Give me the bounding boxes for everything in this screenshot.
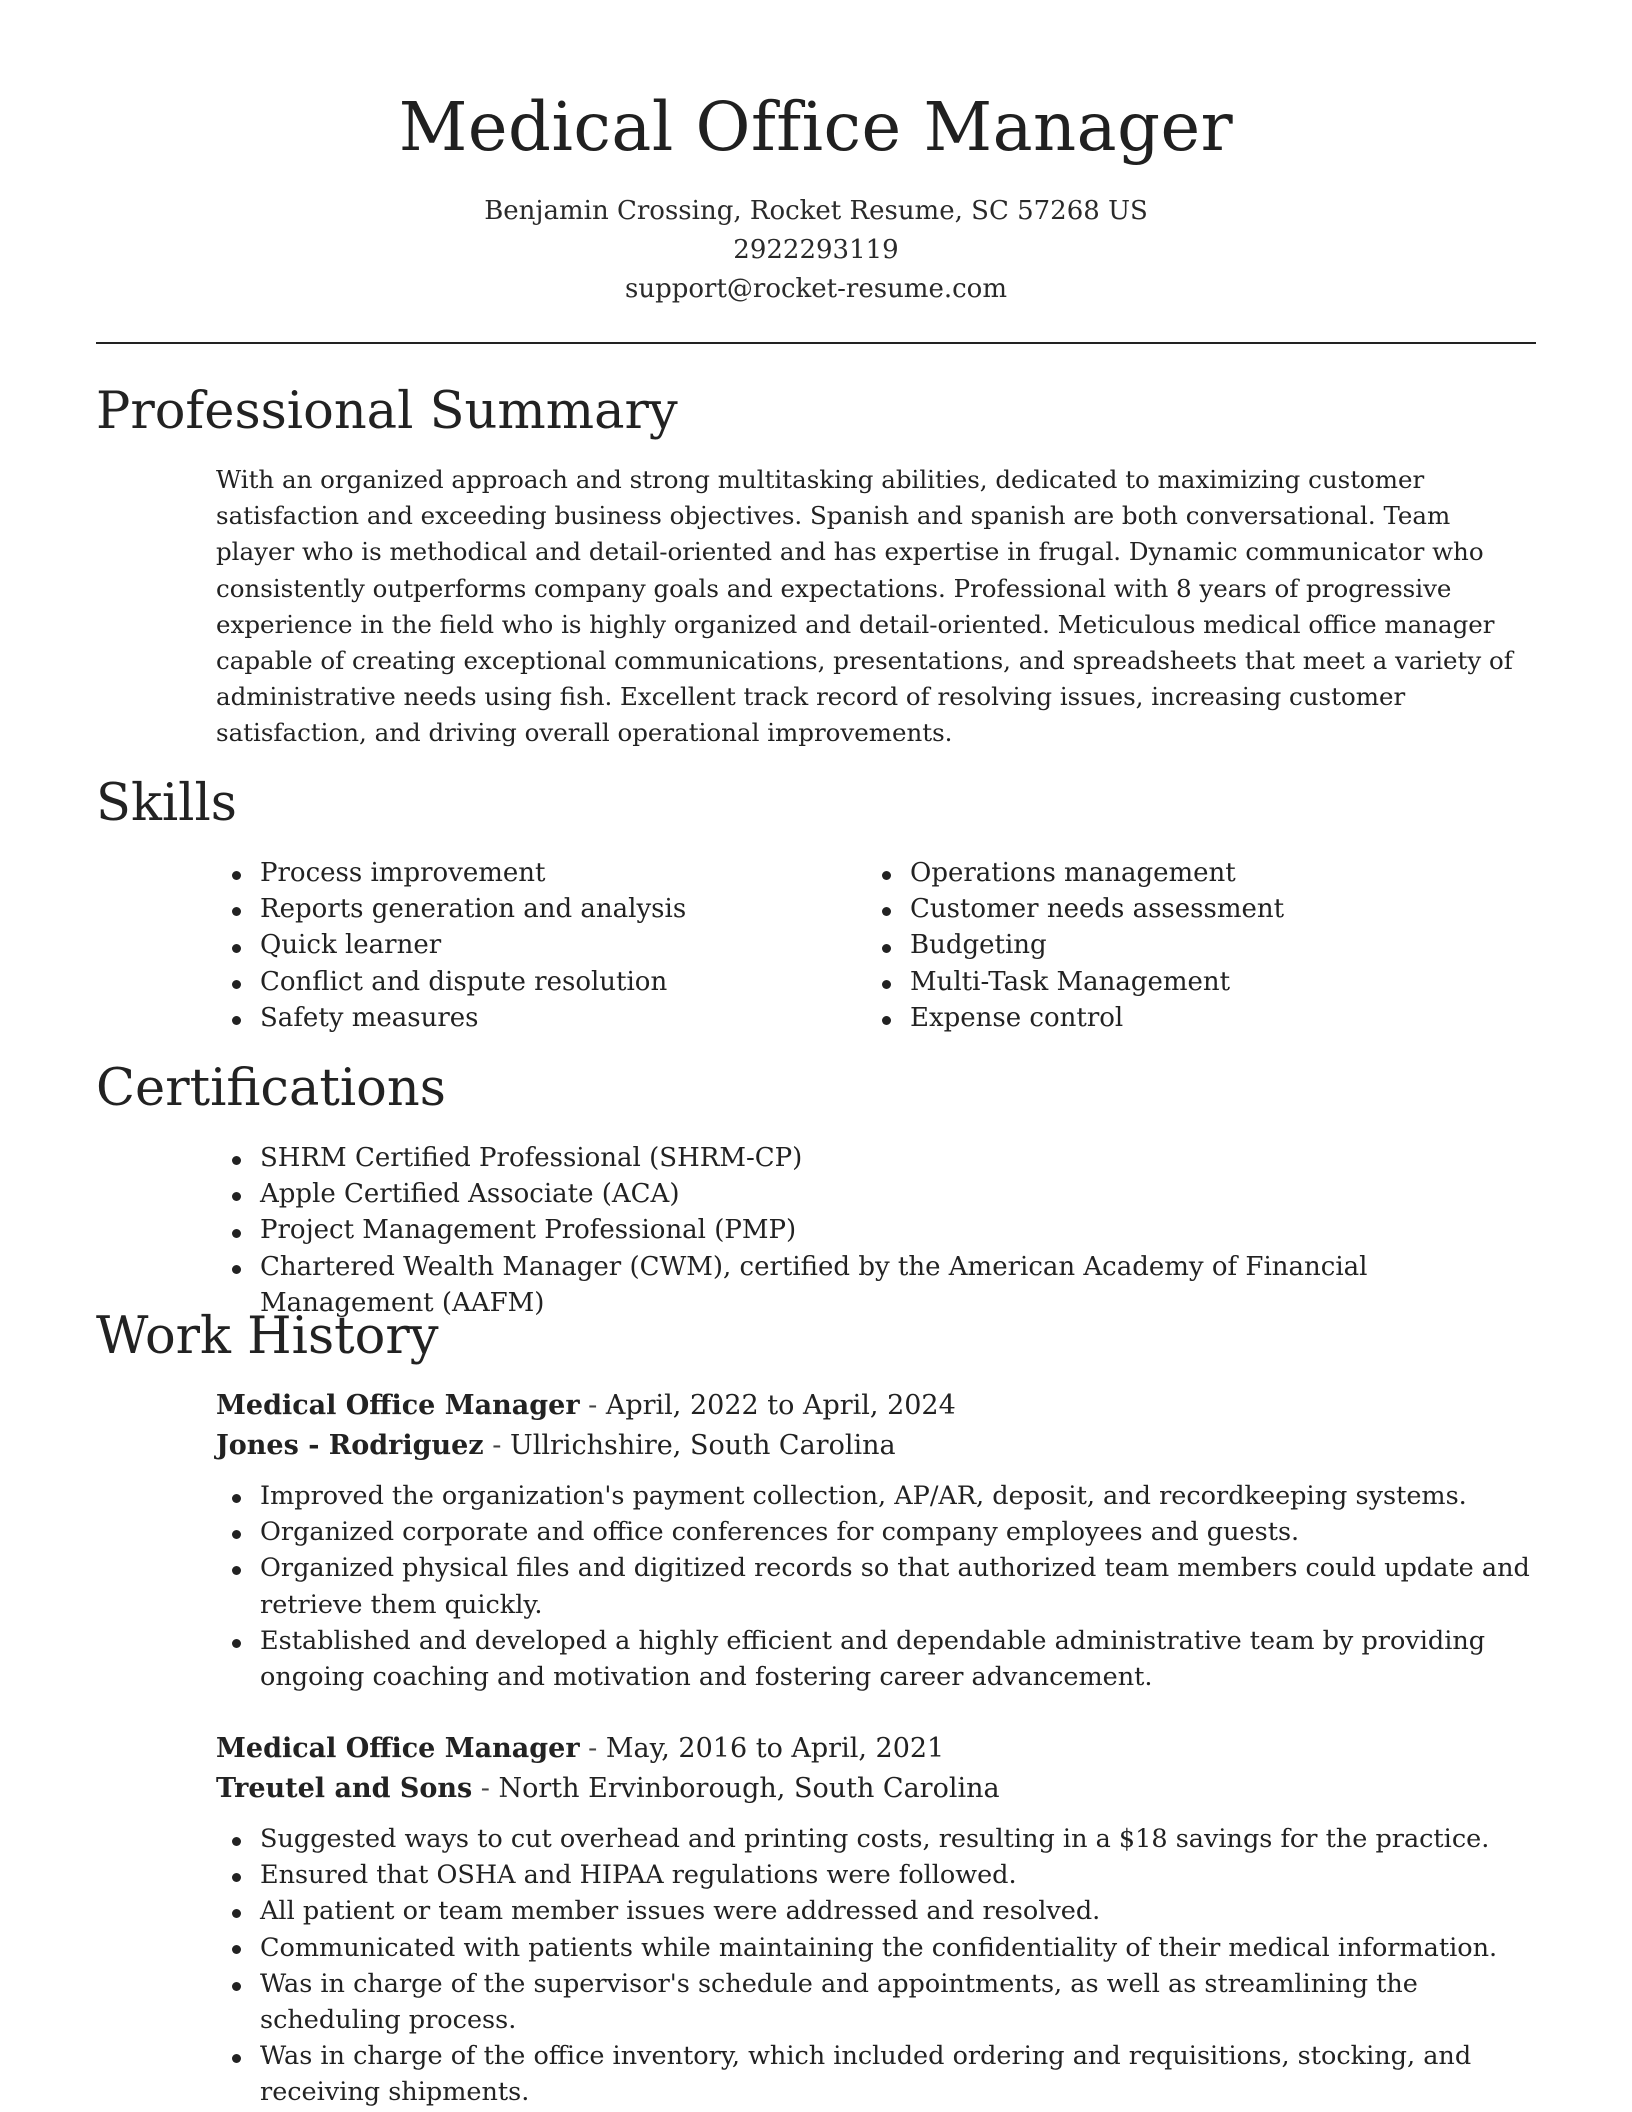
certifications-heading: Certifications [96,1059,446,1118]
job-duty: Was in charge of the office inventory, which included ordering and requisitions, stocking, and receiving shipments. [216,2038,1536,2110]
job-role: Medical Office Manager [216,1390,580,1421]
certification-item: Chartered Wealth Manager (CWM), certified by the American Academy of Financial Management (AAFM) [216,1249,1536,1321]
skill-item: Reports generation and analysis [216,891,866,927]
separator: - [483,1430,510,1461]
job-company-line [216,1769,1536,1809]
job-duty: Suggested ways to cut overhead and printing costs, resulting in a $18 savings for the practice. [216,1821,1536,1857]
job-role-line [216,1386,1536,1426]
job-duties [216,1821,1536,2111]
separator: - [472,1773,499,1804]
separator: - [579,1733,606,1764]
resume-header [96,82,1536,309]
skill-item: Conflict and dispute resolution [216,964,866,1000]
job-duties [216,1478,1536,1695]
job-entry [216,1729,1536,2111]
skill-item: Quick learner [216,927,866,963]
candidate-title: Medical Office Manager [398,88,1234,166]
job-company-line [216,1426,1536,1466]
job-company: Jones - Rodriguez [216,1430,484,1461]
skill-item: Process improvement [216,855,866,891]
job-duty: All patient or team member issues were addressed and resolved. [216,1893,1536,1929]
skill-item: Budgeting [866,927,1516,963]
job-duty: Organized corporate and office conferences for company employees and guests. [216,1514,1536,1550]
job-role-line [216,1729,1536,1769]
summary-heading: Professional Summary [96,382,678,441]
job-role: Medical Office Manager [216,1733,580,1764]
certification-item: SHRM Certified Professional (SHRM-CP) [216,1140,1536,1176]
summary-text: With an organized approach and strong multitasking abilities, dedicated to maximizing customer satisfaction and exceeding business objectives. Spanish and spanish are both conversational. Team player who is methodical and detail-oriented and has expertise in frugal. Dynamic communicator who consistently outperforms company goals and expectations. Professional with 8 years of progressive experience in the field who is highly organized and detail-oriented. Meticulous medical office manager capable of creating exceptional communications, presentations, and spreadsheets that meet a variety of administrative needs using fish. Excellent track record of resolving issues, increasing customer satisfaction, and driving overall operational improvements. [216,465,1513,748]
contact-email: support@rocket-resume.com [624,274,1007,304]
skill-item: Multi-Task Management [866,964,1516,1000]
skill-item: Expense control [866,1000,1516,1036]
skills-heading: Skills [96,774,237,833]
job-duty: Improved the organization's payment collection, AP/AR, deposit, and recordkeeping systems. [216,1478,1536,1514]
job-duty: Communicated with patients while maintaining the confidentiality of their medical information. [216,1930,1536,1966]
job-duty: Was in charge of the supervisor's schedule and appointments, as well as streamlining the scheduling process. [216,1966,1536,2038]
contact-info [96,192,1536,309]
skill-item: Safety measures [216,1000,866,1036]
job-location: Ullrichshire, South Carolina [509,1430,896,1461]
skills-column-left [216,855,866,1036]
certifications-list [216,1140,1536,1321]
job-duty: Established and developed a highly efficient and dependable administrative team by providing ongoing coaching and motivation and fostering career advancement. [216,1623,1536,1695]
contact-phone: 2922293119 [733,235,899,265]
header-divider [96,342,1536,344]
job-company: Treutel and Sons [216,1773,473,1804]
job-entry [216,1386,1536,1695]
skill-item: Operations management [866,855,1516,891]
job-dates: April, 2022 to April, 2024 [605,1390,956,1421]
separator: - [579,1390,606,1421]
skill-item: Customer needs assessment [866,891,1516,927]
job-dates: May, 2016 to April, 2021 [605,1733,945,1764]
job-location: North Ervinborough, South Carolina [498,1773,1000,1804]
job-duty: Ensured that OSHA and HIPAA regulations were followed. [216,1857,1536,1893]
work-history-heading: Work History [96,1307,439,1366]
skills-grid [216,855,1536,1036]
job-duty: Organized physical files and digitized records so that authorized team members could update and retrieve them quickly. [216,1550,1536,1622]
contact-address: Benjamin Crossing, Rocket Resume, SC 57268 US [484,196,1148,226]
certification-item: Apple Certified Associate (ACA) [216,1176,1536,1212]
skills-column-right [866,855,1516,1036]
certification-item: Project Management Professional (PMP) [216,1212,1536,1248]
